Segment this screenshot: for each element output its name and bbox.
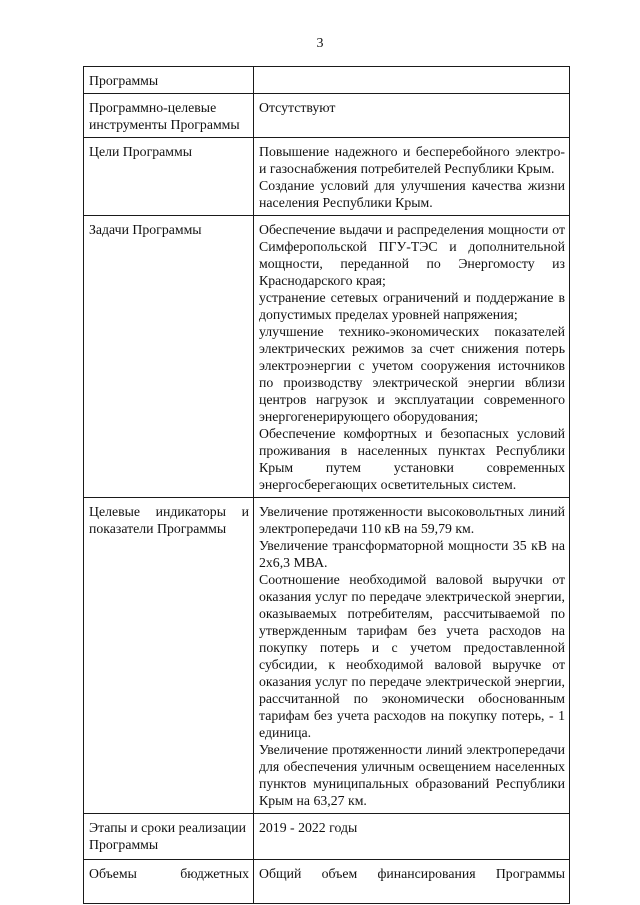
value-paragraph: Создание условий для улучшения качества жизни населения Республики Крым. (259, 178, 565, 210)
value-paragraph: Соотношение необходимой валовой выручки от оказания услуг по передаче электрической энергии, оказываемых потребителям, рассчитываемой по утвержденным тарифам без учета расходов на покупку потерь и с учетом предоставленной субсидии, к необходимой валовой выручке от оказания услуг по передаче электрической энергии, рассчитанной по экономически обоснованным тарифам без учета расходов на покупку потерь, - 1 единица. (259, 572, 565, 740)
row-label (84, 814, 254, 860)
row-label-text: Цели Программы (89, 144, 192, 159)
row-label (84, 860, 254, 904)
value-paragraph: улучшение технико-экономических показателей электрических режимов за счет снижения потерь электроэнергии с учетом сооружения источников по производству электрической энергии вблизи центров нагрузок и эксплуатации современного энергогенерирующего оборудования; (259, 324, 565, 424)
row-value (254, 498, 570, 814)
row-label-text: Этапы и сроки реализации Программы (89, 820, 247, 852)
row-label-text: Объемы бюджетных (89, 866, 249, 881)
row-value (254, 67, 570, 94)
row-value (254, 138, 570, 216)
row-label (84, 138, 254, 216)
row-label-text: Целевые индикаторы и показатели Программы (89, 504, 249, 536)
row-label-text: Программно-целевые инструменты Программы (89, 100, 240, 132)
value-paragraph: Увеличение протяженности линий электропередачи для обеспечения уличным освещением населенных пунктов муниципальных образований Республики Крым на 63,27 км. (259, 742, 565, 808)
row-label-text: Программы (89, 73, 159, 88)
value-paragraph: Обеспечение комфортных и безопасных условий проживания в населенных пунктах Республики Крым путем установки современных энергосберегающих осветительных систем. (259, 426, 565, 492)
value-paragraph: устранение сетевых ограничений и поддержание в допустимых пределах уровней напряжения; (259, 290, 565, 322)
value-paragraph: Обеспечение выдачи и распределения мощности от Симферопольской ПГУ-ТЭС и дополнительной мощности, переданной по Энергомосту из Краснодарского края; (259, 222, 565, 288)
row-label (84, 94, 254, 138)
value-paragraph: Отсутствуют (259, 100, 336, 115)
table-row (84, 216, 570, 498)
program-passport-table (83, 66, 570, 904)
row-value (254, 94, 570, 138)
table-row (84, 138, 570, 216)
table-row (84, 67, 570, 94)
value-paragraph: Увеличение трансформаторной мощности 35 кВ на 2х6,3 МВА. (259, 538, 565, 570)
row-value (254, 814, 570, 860)
row-label-text: Задачи Программы (89, 222, 202, 237)
value-paragraph: Общий объем финансирования Программы (259, 866, 565, 881)
row-value (254, 216, 570, 498)
value-paragraph: Повышение надежного и бесперебойного электро- и газоснабжения потребителей Республики Крым. (259, 144, 565, 176)
table-row (84, 498, 570, 814)
table-row (84, 814, 570, 860)
row-label (84, 498, 254, 814)
value-paragraph: 2019 - 2022 годы (259, 820, 358, 835)
value-paragraph: Увеличение протяженности высоковольтных линий электропередачи 110 кВ на 59,79 км. (259, 504, 565, 536)
row-label (84, 67, 254, 94)
row-value (254, 860, 570, 904)
table-row (84, 94, 570, 138)
table-row (84, 860, 570, 904)
page-number: 3 (316, 36, 324, 51)
row-label (84, 216, 254, 498)
